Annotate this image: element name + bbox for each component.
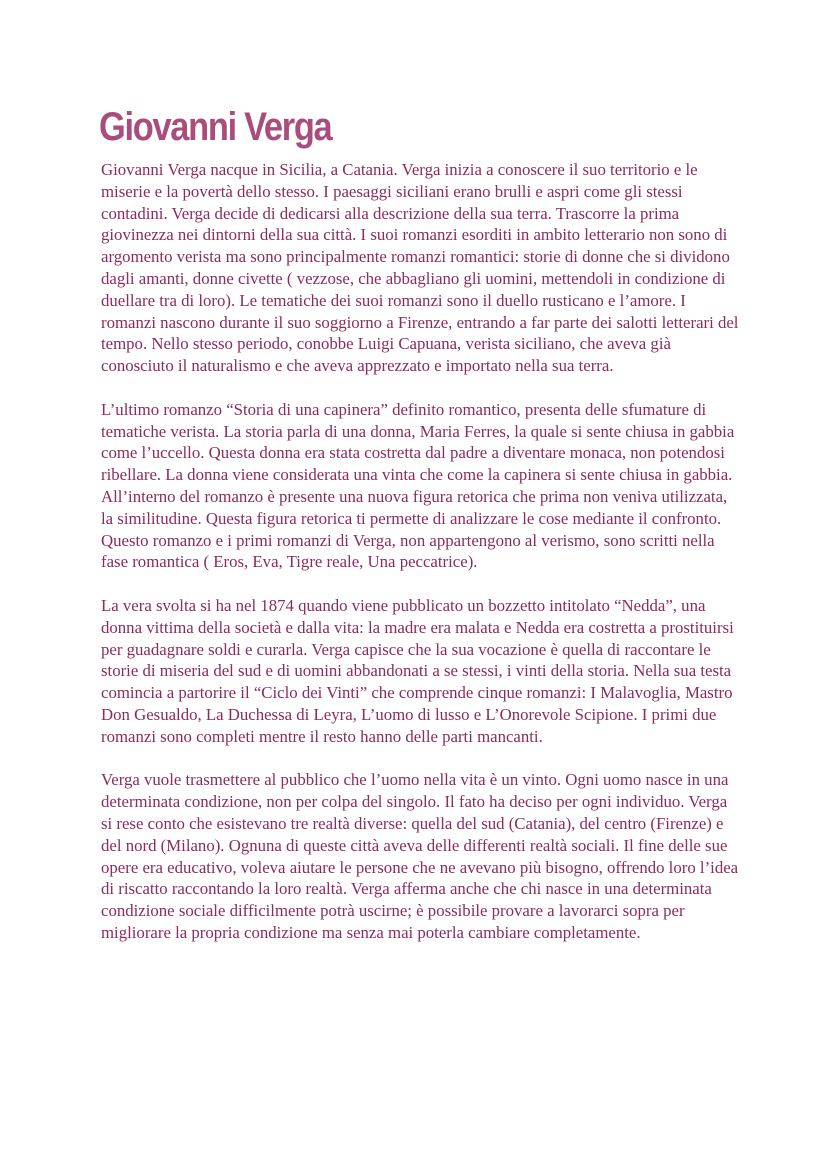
paragraph-nedda: La vera svolta si ha nel 1874 quando viene pubblicato un bozzetto intitolato “Nedda”, una donna vittima della società e dalla vita: la madre era malata e Nedda era costretta a prostituirsi per guadagnare soldi e curarla. Verga capisce che la sua vocazione è quella di raccontare le storie di miseria del sud e di uomini abbandonati a se stessi, i vinti della storia. Nella sua testa comincia a partorire il “Ciclo dei Vinti” che comprende cinque romanzi: I Malavoglia, Mastro Don Gesualdo, La Duchessa di Leyra, L’uomo di lusso e L’Onorevole Scipione. I primi due romanzi sono completi mentre il resto hanno delle parti mancanti. bbox=[101, 595, 734, 746]
paragraph-capinera: L’ultimo romanzo “Storia di una capinera” definito romantico, presenta delle sfumature di tematiche verista. La storia parla di una donna, Maria Ferres, la quale si sente chiusa in gabbia come l’uccello. Questa donna era stata costretta dal padre a diventare monaca, non potendosi ribellare. La donna viene considerata una vinta che come la capinera si sente chiusa in gabbia. All’interno del romanzo è presente una nuova figura retorica che prima non veniva utilizzata, la similitudine. Questa figura retorica ti permette di analizzare le cose mediante il confronto. Questo romanzo e i primi romanzi di Verga, non appartengono al verismo, sono scritti nella fase romantica ( Eros, Eva, Tigre reale, Una peccatrice). bbox=[101, 399, 735, 572]
paragraph-vinti: Verga vuole trasmettere al pubblico che l’uomo nella vita è un vinto. Ogni uomo nasce in una determinata condizione, non per colpa del singolo. Il fato ha deciso per ogni individuo. Verga si rese conto che esistevano tre realtà diverse: quella del sud (Catania), del centro (Firenze) e del nord (Milano). Ognuna di queste città aveva delle differenti realtà sociali. Il fine delle sue opere era educativo, voleva aiutare le persone che ne avevano più bisogno, offrendo loro l’idea di riscatto raccontando la loro realtà. Verga afferma anche che chi nasce in una determinata condizione sociale difficilmente potrà uscirne; è possibile provare a lavorarci sopra per migliorare la propria condizione ma senza mai poterla cambiare completamente. bbox=[101, 770, 739, 942]
page-title: Giovanni Verga bbox=[99, 105, 332, 149]
document-body bbox=[101, 159, 741, 965]
paragraph-intro: Giovanni Verga nacque in Sicilia, a Catania. Verga inizia a conoscere il suo territorio e le miserie e la povertà dello stesso. I paesaggi siciliani erano brulli e aspri come gli stessi contadini. Verga decide di dedicarsi alla descrizione della sua terra. Trascorre la prima giovinezza nei dintorni della sua città. I suoi romanzi esorditi in ambito letterario non sono di argomento verista ma sono principalmente romanzi romantici: storie di donne che si dividono dagli amanti, donne civette ( vezzose, che abbagliano gli uomini, mettendoli in condizione di duellare tra di loro). Le tematiche dei suoi romanzi sono il duello rusticano e l’amore. I romanzi nascono durante il suo soggiorno a Firenze, entrando a far parte dei salotti letterari del tempo. Nello stesso periodo, conobbe Luigi Capuana, verista siciliano, che aveva già conosciuto il naturalismo e che aveva apprezzato e importato nella sua terra. bbox=[101, 160, 739, 376]
